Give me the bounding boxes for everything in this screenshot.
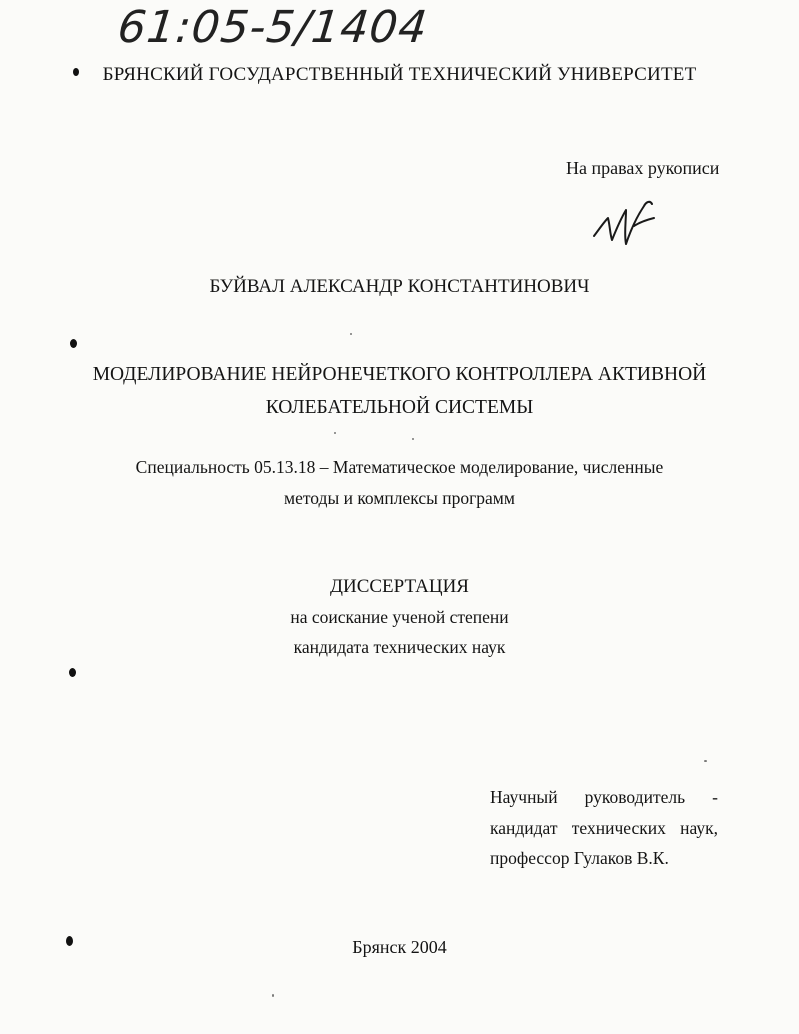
supervisor-line-2 [490,818,718,839]
scan-speck [704,760,707,762]
thesis-title-line-1: МОДЕЛИРОВАНИЕ НЕЙРОНЕЧЕТКОГО КОНТРОЛЛЕРА АКТИВНОЙ [92,364,707,385]
thesis-title-line-2: КОЛЕБАТЕЛЬНОЙ СИСТЕМЫ [265,397,534,418]
dissertation-heading: ДИССЕРТАЦИЯ [330,576,469,597]
supervisor-word: наук, [680,818,718,838]
supervisor-line-3: профессор Гулаков В.К. [490,848,669,868]
binding-hole-mark [69,668,76,677]
degree-line-1: на соискание ученой степени [290,607,509,627]
scan-speck [334,432,336,434]
city-year: Брянск 2004 [352,937,447,957]
university-name: БРЯНСКИЙ ГОСУДАРСТВЕННЫЙ ТЕХНИЧЕСКИЙ УНИВЕРСИТЕТ [102,64,697,85]
supervisor-line-1 [490,787,718,808]
supervisor-word: - [712,787,718,807]
supervisor-word: технических [571,818,666,838]
specialty-line-1: Специальность 05.13.18 – Математическое моделирование, численные [135,457,664,477]
scan-speck [412,438,414,440]
author-name: БУЙВАЛ АЛЕКСАНДР КОНСТАНТИНОВИЧ [209,276,590,297]
supervisor-word: Научный [490,787,558,807]
manuscript-rights-note: На правах рукописи [566,158,720,178]
scan-speck [272,994,274,997]
archive-code-handwritten: 61:05-5/1404 [115,2,431,53]
binding-hole-mark [73,68,79,76]
signature [590,196,658,252]
binding-hole-mark [70,339,77,348]
supervisor-word: руководитель [584,787,686,807]
scan-speck [350,333,352,335]
binding-hole-mark [66,936,73,946]
specialty-line-2: методы и комплексы программ [284,488,515,508]
degree-line-2: кандидата технических наук [293,637,506,657]
supervisor-word: кандидат [490,818,558,838]
